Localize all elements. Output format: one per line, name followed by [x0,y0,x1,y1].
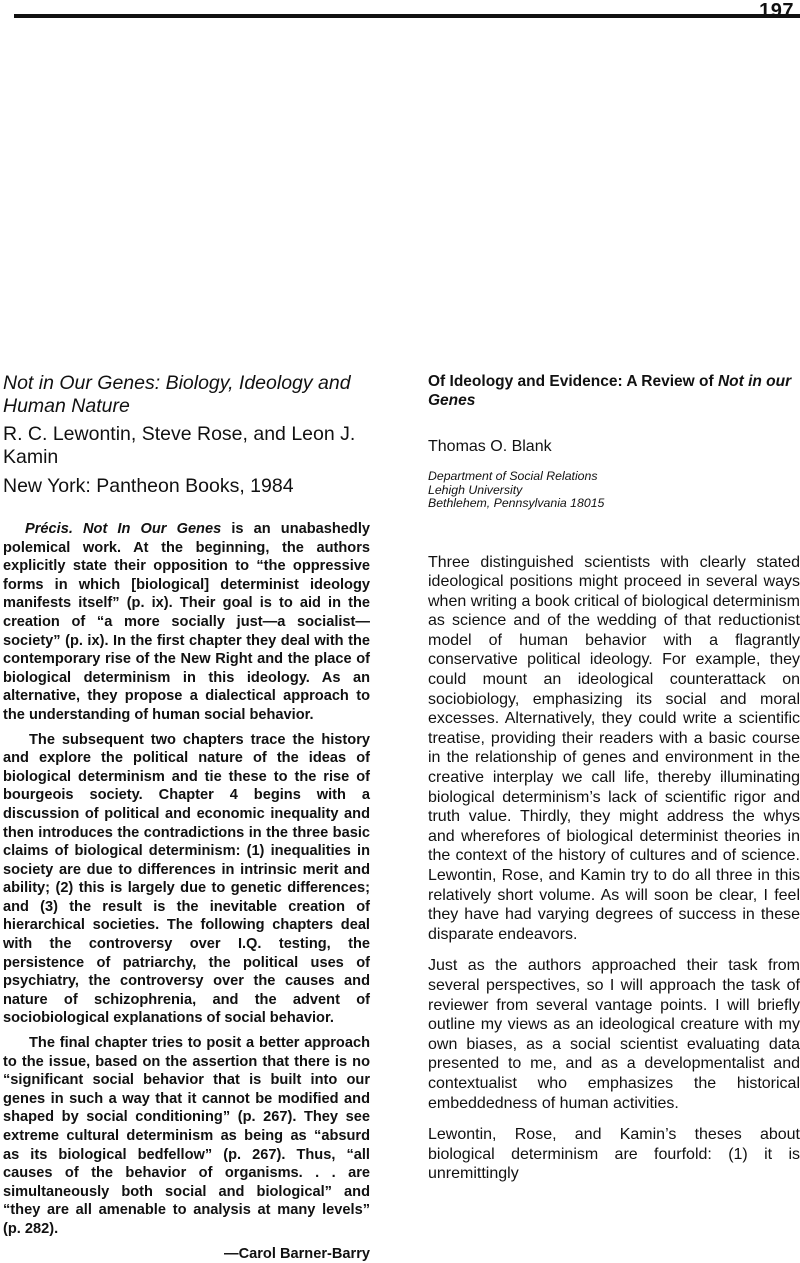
body-paragraph: Lewontin, Rose, and Kamin’s theses about biological determinism are fourfold: (1) it is unremittingly [428,1126,800,1183]
page-number: 197 [759,0,794,22]
precis-book-reference: Not In Our Genes [83,521,222,537]
book-publisher: New York: Pantheon Books, 1984 [3,475,294,497]
book-authors: R. C. Lewontin, Steve Rose, and Leon J. Kamin [3,423,356,468]
precis-paragraph: The final chapter tries to posit a better approach to the issue, based on the assertion that there is no “significant social behavior that is built into our genes in such a way that it cannot be modified and shaped by social conditioning” (p. 267). They see extreme cultural determinism as being as “absurd as its biological bedfellow” (p. 267). Thus, “all causes of the behavior of organisms. . . are simultaneously both social and biological” and “they are all amenable to analysis at many levels” (p. 282). [3,1035,370,1237]
article-body [428,553,800,1184]
reviewer-signature: —Carol Barner-Barry [224,1245,370,1262]
affiliation-department: Department of Social Relations [428,469,598,483]
body-paragraph: Three distinguished scientists with clearly stated ideological positions might proceed in several ways when writing a book critical of biological determinism as science and of the wedding of that reductionist model of human behavior with a flagrantly conservative political ideology. For example, they could mount an ideological counterattack on sociobiology, emphasizing its social and moral excesses. Alternatively, they could write a scientific treatise, providing their readers with a basic course in the relationship of genes and environment in the creative interplay we call life, thereby illuminating biological determinism’s lack of scientific rigor and truth value. Thirdly, they might address the whys and wherefores of biological determinist theories in the context of the history of cultures and of science. Lewontin, Rose, and Kamin try to do all three in this relatively short volume. As will soon be clear, I feel they have had varying degrees of success in these disparate endeavors. [428,553,800,943]
review-article-column [428,372,800,1196]
precis [3,520,370,1263]
book-title: Not in Our Genes: Biology, Ideology and Human Nature [3,372,351,417]
header-rule [14,14,800,18]
article-title [428,372,800,410]
precis-label: Précis. [25,521,73,537]
article-title-book: Not in our Genes [428,373,792,409]
article-title-text: Of Ideology and Evidence: A Review of [428,373,718,390]
article-author: Thomas O. Blank [428,438,552,455]
precis-paragraph-text: is an unabashedly polemical work. At the beginning, the authors explicitly state their opposition to “the oppressive forms in which [biological] determinist ideology manifests itself” (p. ix). Their goal is to aid in the creation of “a more socially just—a socialist—society” (p. ix). In the first chapter they deal with the contemporary rise of the New Right and the place of biological determinism in this ideology. As an alternative, they propose a dialectical approach to the understanding of human social behavior. [3,521,370,723]
affiliation-university: Lehigh University [428,482,523,497]
precis-paragraph [3,520,370,725]
affiliation-location: Bethlehem, Pennsylvania 18015 [428,496,605,510]
author-affiliation [428,470,800,511]
book-precis-column [3,372,370,1263]
precis-paragraph: The subsequent two chapters trace the history and explore the political nature of the ideas of biological determinism and tie these to the rise of bourgeois society. Chapter 4 begins with a discussion of political and economic inequality and then introduces the contradictions in the three basic claims of biological determinism: (1) inequalities in society are due to differences in intrinsic merit and ability; (2) this is largely due to genetic differences; and (3) the result is the inevitable creation of hierarchical societies. The following chapters deal with the controversy over I.Q. testing, the persistence of patriarchy, the political uses of psychiatry, the controversy over the causes and nature of schizophrenia, and the advent of sociobiological explanations of social behavior. [3,731,370,1027]
body-paragraph: Just as the authors approached their task from several perspectives, so I will approach the task of reviewer from several vantage points. I will briefly outline my views as an ideological creature with my own biases, as a social scientist evaluating data presented to me, and as a developmentalist and contextualist who emphasizes the historical embeddedness of human activities. [428,957,800,1112]
